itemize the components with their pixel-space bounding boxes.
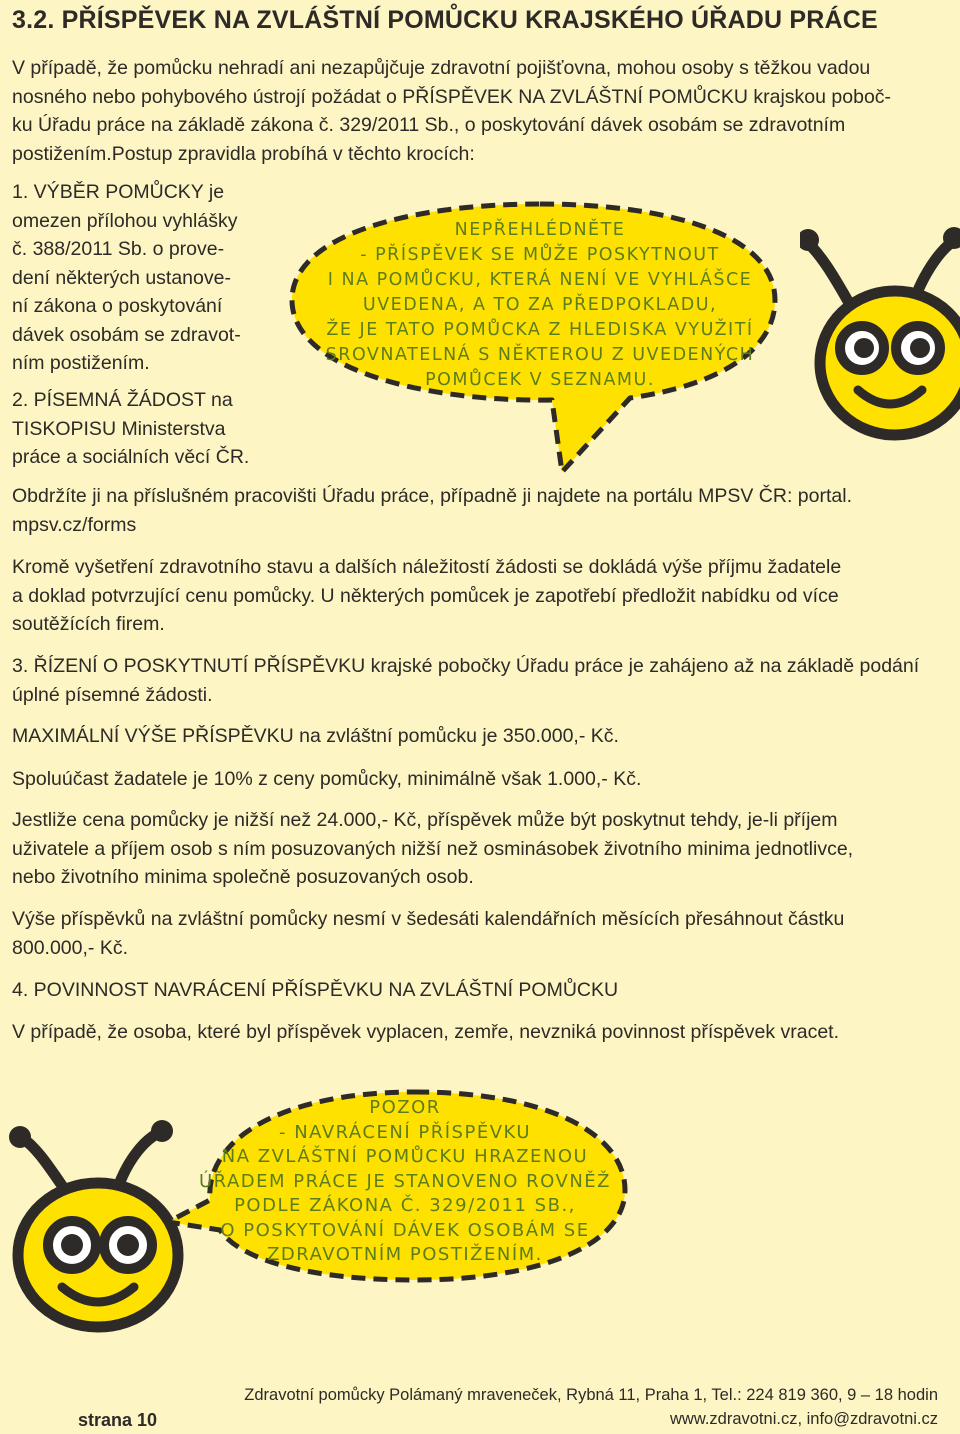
page-number: strana 10 [78,1410,158,1430]
step3-line: úplné písemné žádosti. [12,683,213,706]
bubble-line: UVEDENA, A TO ZA PŘEDPOKLADU, [362,295,718,315]
bubble-bottom-text [185,1096,625,1268]
ant-face-icon [800,218,960,468]
bubble-line: - PŘÍSPĚVEK SE MŮŽE POSKYTNOUT [360,245,720,265]
bubble-line: PODLE ZÁKONA Č. 329/2011 SB., [234,1195,576,1216]
extra-paragraph [12,553,841,639]
bubble-line: O POSKYTOVÁNÍ DÁVEK OSOBÁM SE [220,1219,590,1241]
step4-heading: 4. POVINNOST NAVRÁCENÍ PŘÍSPĚVKU NA ZVLÁŠTNÍ POMŮCKU [12,979,619,1001]
intro-paragraph [12,54,891,168]
price-line: Jestliže cena pomůcky je nižší než 24.000,- Kč, příspěvek může být poskytnut tehdy, je-li příjem [12,809,838,831]
bubble-line: - NAVRÁCENÍ PŘÍSPĚVKU [279,1121,531,1143]
limit-paragraph [12,905,844,962]
step1-line: č. 388/2011 Sb. o prove- [12,238,225,260]
price-paragraph [12,806,853,892]
max-paragraph: MAXIMÁLNÍ VÝŠE PŘÍSPĚVKU na zvláštní pomůcku je 350.000,- Kč. [12,725,619,747]
step2-line: TISKOPISU Ministerstva [12,417,226,440]
bubble-line: POZOR [369,1097,441,1118]
step1-line: omezen přílohou vyhlášky [12,209,238,232]
bubble-line: POMŮCEK V SEZNAMU. [425,370,655,390]
bubble-line: ŽE JE TATO POMŮCKA Z HLEDISKA VYUŽITÍ [326,320,754,340]
intro-line: ku Úřadu práce na základě zákona č. 329/2011 Sb., o poskytování dávek osobám se zdravotním [12,114,846,136]
step3-paragraph [12,652,919,709]
forms-link[interactable]: mpsv.cz/forms [12,513,137,536]
extra-line: Kromě vyšetření zdravotního stavu a dalších náležitostí žádosti se dokládá výše příjmu žadatele [12,556,842,578]
forms-paragraph [12,482,852,539]
bubble-top-text [300,218,780,393]
bubble-line: ZDRAVOTNÍM POSTIŽENÍM. [267,1244,543,1265]
bubble-line: ÚŘADEM PRÁCE JE STANOVENO ROVNĚŽ [199,1170,611,1192]
extra-line: a doklad potvrzující cenu pomůcky. U některých pomůcek je zapotřebí předložit nabídku od více [12,584,839,607]
step1-line: dávek osobám se zdravot- [12,323,241,346]
limit-line: 800.000,- Kč. [12,936,128,959]
extra-line: soutěžících firem. [12,613,165,635]
price-line: nebo životního minima společně posuzovaných osob. [12,866,474,888]
step1-line: 1. VÝBĚR POMŮCKY je [12,181,225,203]
bubble-line: NEPŘEHLÉDNĚTE [454,220,626,240]
footer-links[interactable]: www.zdravotni.cz, info@zdravotni.cz [669,1410,938,1428]
step2-paragraph [12,386,249,472]
step1-line: dení některých ustanove- [12,266,231,289]
step3-line: 3. ŘÍZENÍ O POSKYTNUTÍ PŘÍSPĚVKU krajské pobočky Úřadu práce je zahájeno až na základě podání [12,655,920,677]
footer-address: Zdravotní pomůcky Polámaný mraveneček, Rybná 11, Praha 1, Tel.: 224 819 360, 9 – 18 hodin [244,1386,938,1404]
step2-line: práce a sociálních věcí ČR. [12,446,250,468]
bubble-line: I NA POMŮCKU, KTERÁ NENÍ VE VYHLÁŠCE [327,270,753,290]
step1-line: ním postižením. [12,352,150,374]
step1-line: ní zákona o poskytování [12,295,223,317]
footer-contact [244,1383,938,1431]
limit-line: Výše příspěvků na zvláštní pomůcky nesmí v šedesáti kalendářních měsících přesáhnout částku [12,908,845,930]
page-heading: 3.2. PŘÍSPĚVEK NA ZVLÁŠTNÍ POMŮCKU KRAJSKÉHO ÚŘADU PRÁCE [12,6,878,34]
bubble-line: SROVNATELNÁ S NĚKTEROU Z UVEDENÝCH [325,345,755,365]
step4-paragraph: V případě, že osoba, které byl příspěvek vyplacen, zemře, nevzniká povinnost příspěvek vracet. [12,1021,840,1043]
copay-paragraph: Spoluúčast žadatele je 10% z ceny pomůcky, minimálně však 1.000,- Kč. [12,768,642,790]
intro-line: nosného nebo pohybového ústrojí požádat o PŘÍSPĚVEK NA ZVLÁŠTNÍ POMŮCKU krajskou poboč- [12,85,892,108]
step2-line: 2. PÍSEMNÁ ŽÁDOST na [12,389,233,411]
bubble-line: NA ZVLÁŠTNÍ POMŮCKU HRAZENOU [221,1146,589,1167]
step1-paragraph [12,178,241,378]
intro-line: postižením.Postup zpravidla probíhá v těchto krocích: [12,142,475,165]
intro-line: V případě, že pomůcku nehradí ani nezapůjčuje zdravotní pojišťovna, mohou osoby s těžkou vadou [12,57,871,79]
forms-line: Obdržíte ji na příslušném pracovišti Úřadu práce, případně ji najdete na portálu MPSV ČR: portal. [12,485,852,507]
price-line: uživatele a příjem osob s ním posuzovaných nižší než osminásobek životního minima jednotlivce, [12,837,854,860]
